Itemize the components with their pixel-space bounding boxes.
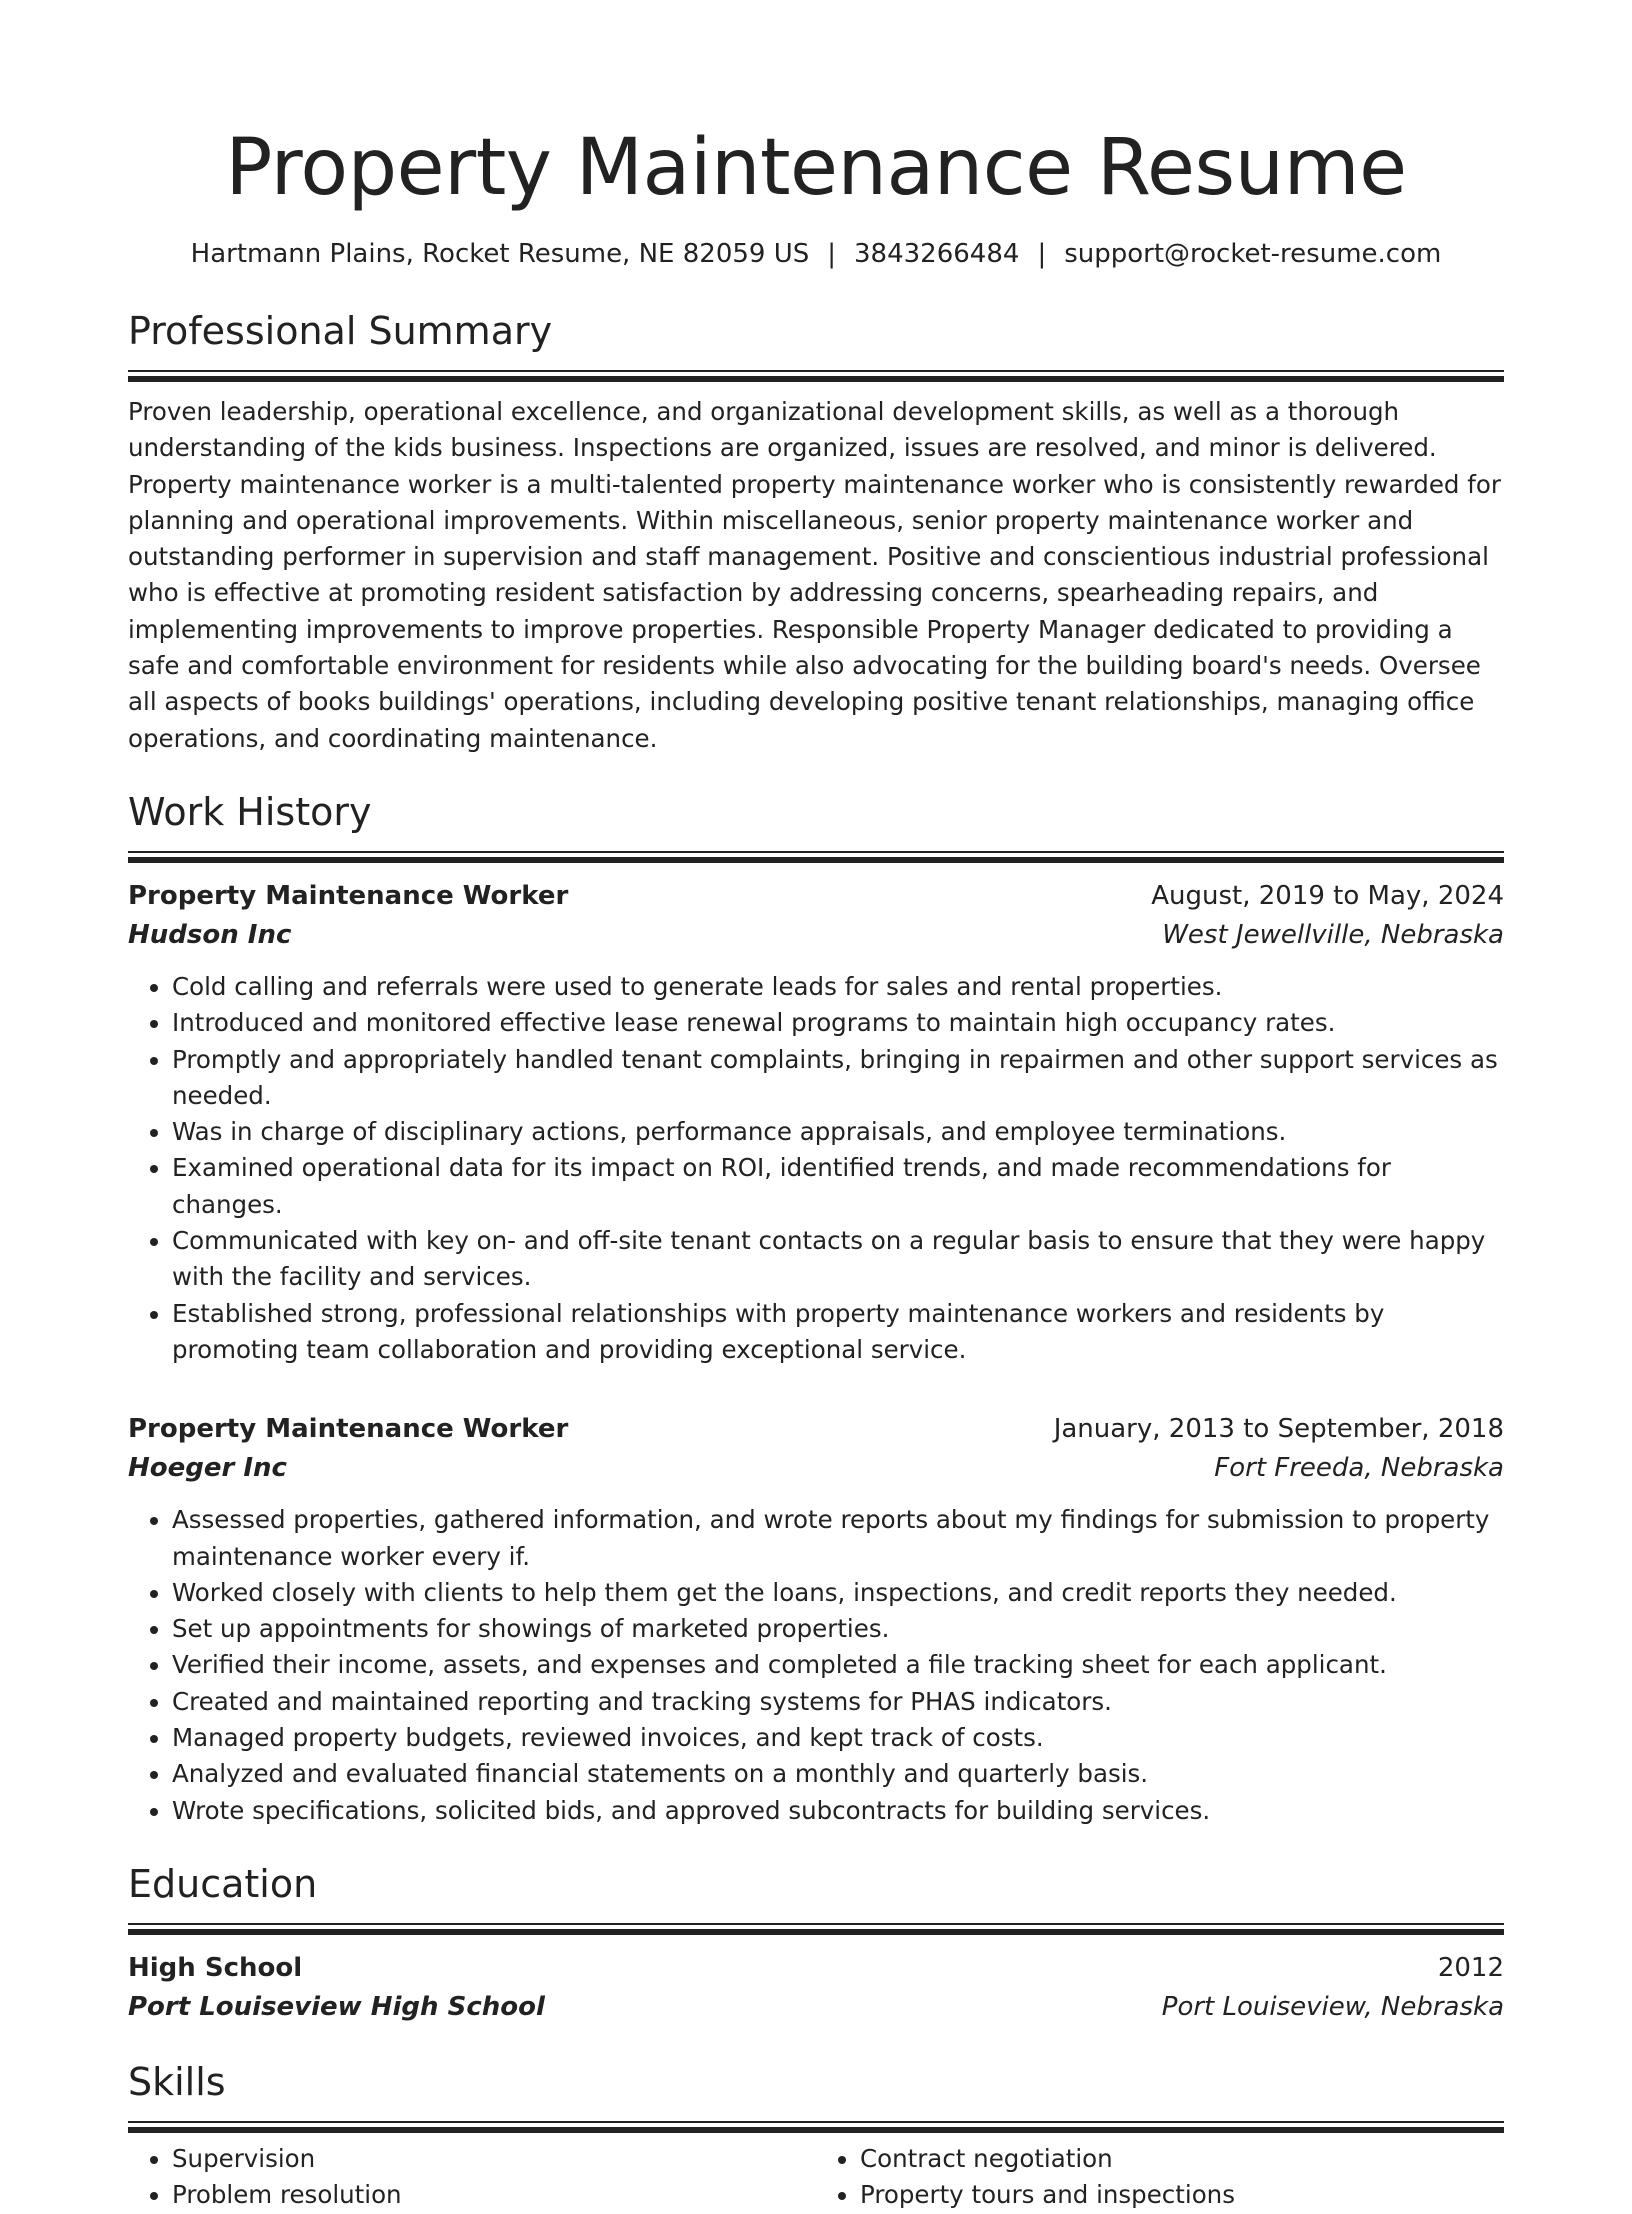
contact-separator: |	[1037, 239, 1047, 269]
list-item: • Created and maintained reporting and tracking systems for PHAS indicators.	[172, 1684, 1504, 1720]
list-item: • Property tours and inspections	[860, 2177, 1504, 2213]
list-item: • Managed property budgets, reviewed invoices, and kept track of costs.	[172, 1720, 1504, 1756]
education-entry	[128, 1949, 1504, 2027]
contact-phone: 3843266484	[854, 239, 1020, 269]
list-item: • Communicated with key on- and off-site tenant contacts on a regular basis to ensure that they were happy with the facility and services.	[172, 1223, 1504, 1296]
list-item: • Introduced and monitored effective lease renewal programs to maintain high occupancy rates.	[172, 1005, 1504, 1041]
contact-address: Hartmann Plains, Rocket Resume, NE 82059 US	[190, 239, 810, 269]
resume-title: Property Maintenance Resume	[225, 123, 1407, 213]
job-dates: August, 2019 to May, 2024	[1151, 880, 1504, 911]
list-item: • Was in charge of disciplinary actions, performance appraisals, and employee terminations.	[172, 1114, 1504, 1150]
list-item: • Cold calling and referrals were used to generate leads for sales and rental properties.	[172, 969, 1504, 1005]
contact-line	[128, 236, 1504, 272]
list-item: • Established strong, professional relationships with property maintenance workers and residents by promoting team collaboration and providing exceptional service.	[172, 1296, 1504, 1369]
section-divider	[128, 2121, 1504, 2127]
job-entry-1	[128, 877, 1504, 1368]
job-location: Fort Freeda, Nebraska	[1214, 1453, 1504, 1484]
job-bullets	[128, 1502, 1504, 1829]
education-year: 2012	[1437, 1952, 1504, 1983]
work-section-header	[128, 787, 1504, 857]
section-divider	[128, 851, 1504, 857]
education-heading: Education	[128, 1861, 318, 1906]
skills-section-header	[128, 2057, 1504, 2127]
education-section-header	[128, 1859, 1504, 1929]
list-item: • Contract negotiation	[860, 2141, 1504, 2177]
list-item: • Supervision	[172, 2141, 816, 2177]
education-degree: High School	[128, 1952, 303, 1983]
job-location: West Jewellville, Nebraska	[1162, 919, 1504, 950]
job-company: Hudson Inc	[128, 919, 292, 950]
list-item: • Assessed properties, gathered information, and wrote reports about my findings for submission to property maintenance worker every if.	[172, 1502, 1504, 1575]
contact-email: support@rocket-resume.com	[1064, 239, 1442, 269]
education-location: Port Louiseview, Nebraska	[1161, 1991, 1504, 2022]
list-item: • Promptly and appropriately handled tenant complaints, bringing in repairmen and other support services as needed.	[172, 1042, 1504, 1115]
job-title: Property Maintenance Worker	[128, 880, 569, 911]
job-title: Property Maintenance Worker	[128, 1414, 569, 1445]
job-entry-2	[128, 1410, 1504, 1829]
education-school: Port Louiseview High School	[128, 1991, 545, 2022]
list-item: • Set up appointments for showings of marketed properties.	[172, 1611, 1504, 1647]
job-company: Hoeger Inc	[128, 1453, 287, 1484]
job-dates: January, 2013 to September, 2018	[1053, 1414, 1504, 1445]
summary-text: Proven leadership, operational excellence, and organizational development skills, as well as a thorough understanding of the kids business. Inspections are organized, issues are resolved, and minor is delivered. Property maintenance worker is a multi-talented property maintenance worker who is consistently rewarded for planning and operational improvements. Within miscellaneous, senior property maintenance worker and outstanding performer in supervision and staff management. Positive and conscientious industrial professional who is effective at promoting resident satisfaction by addressing concerns, spearheading repairs, and implementing improvements to improve properties. Responsible Property Manager dedicated to providing a safe and comfortable environment for residents while also advocating for the building board's needs. Oversee all aspects of books buildings' operations, including developing positive tenant relationships, managing office operations, and coordinating maintenance.	[128, 397, 1501, 753]
skills-heading: Skills	[128, 2059, 226, 2104]
section-divider	[128, 1923, 1504, 1929]
list-item: • Analyzed and evaluated financial statements on a monthly and quarterly basis.	[172, 1756, 1504, 1792]
list-item: • Examined operational data for its impact on ROI, identified trends, and made recommendations for changes.	[172, 1150, 1504, 1223]
job-bullets	[128, 969, 1504, 1368]
work-heading: Work History	[128, 789, 372, 834]
summary-section-header	[128, 306, 1504, 376]
skills-list	[128, 2141, 1504, 2214]
contact-separator: |	[827, 239, 837, 269]
list-item: • Problem resolution	[172, 2177, 816, 2213]
list-item: • Worked closely with clients to help them get the loans, inspections, and credit reports they needed.	[172, 1575, 1504, 1611]
skills-column-left	[128, 2141, 816, 2214]
skills-column-right	[816, 2141, 1504, 2214]
summary-heading: Professional Summary	[128, 309, 553, 353]
section-divider	[128, 370, 1504, 376]
list-item: • Wrote specifications, solicited bids, and approved subcontracts for building services.	[172, 1793, 1504, 1829]
list-item: • Verified their income, assets, and expenses and completed a file tracking sheet for each applicant.	[172, 1647, 1504, 1683]
